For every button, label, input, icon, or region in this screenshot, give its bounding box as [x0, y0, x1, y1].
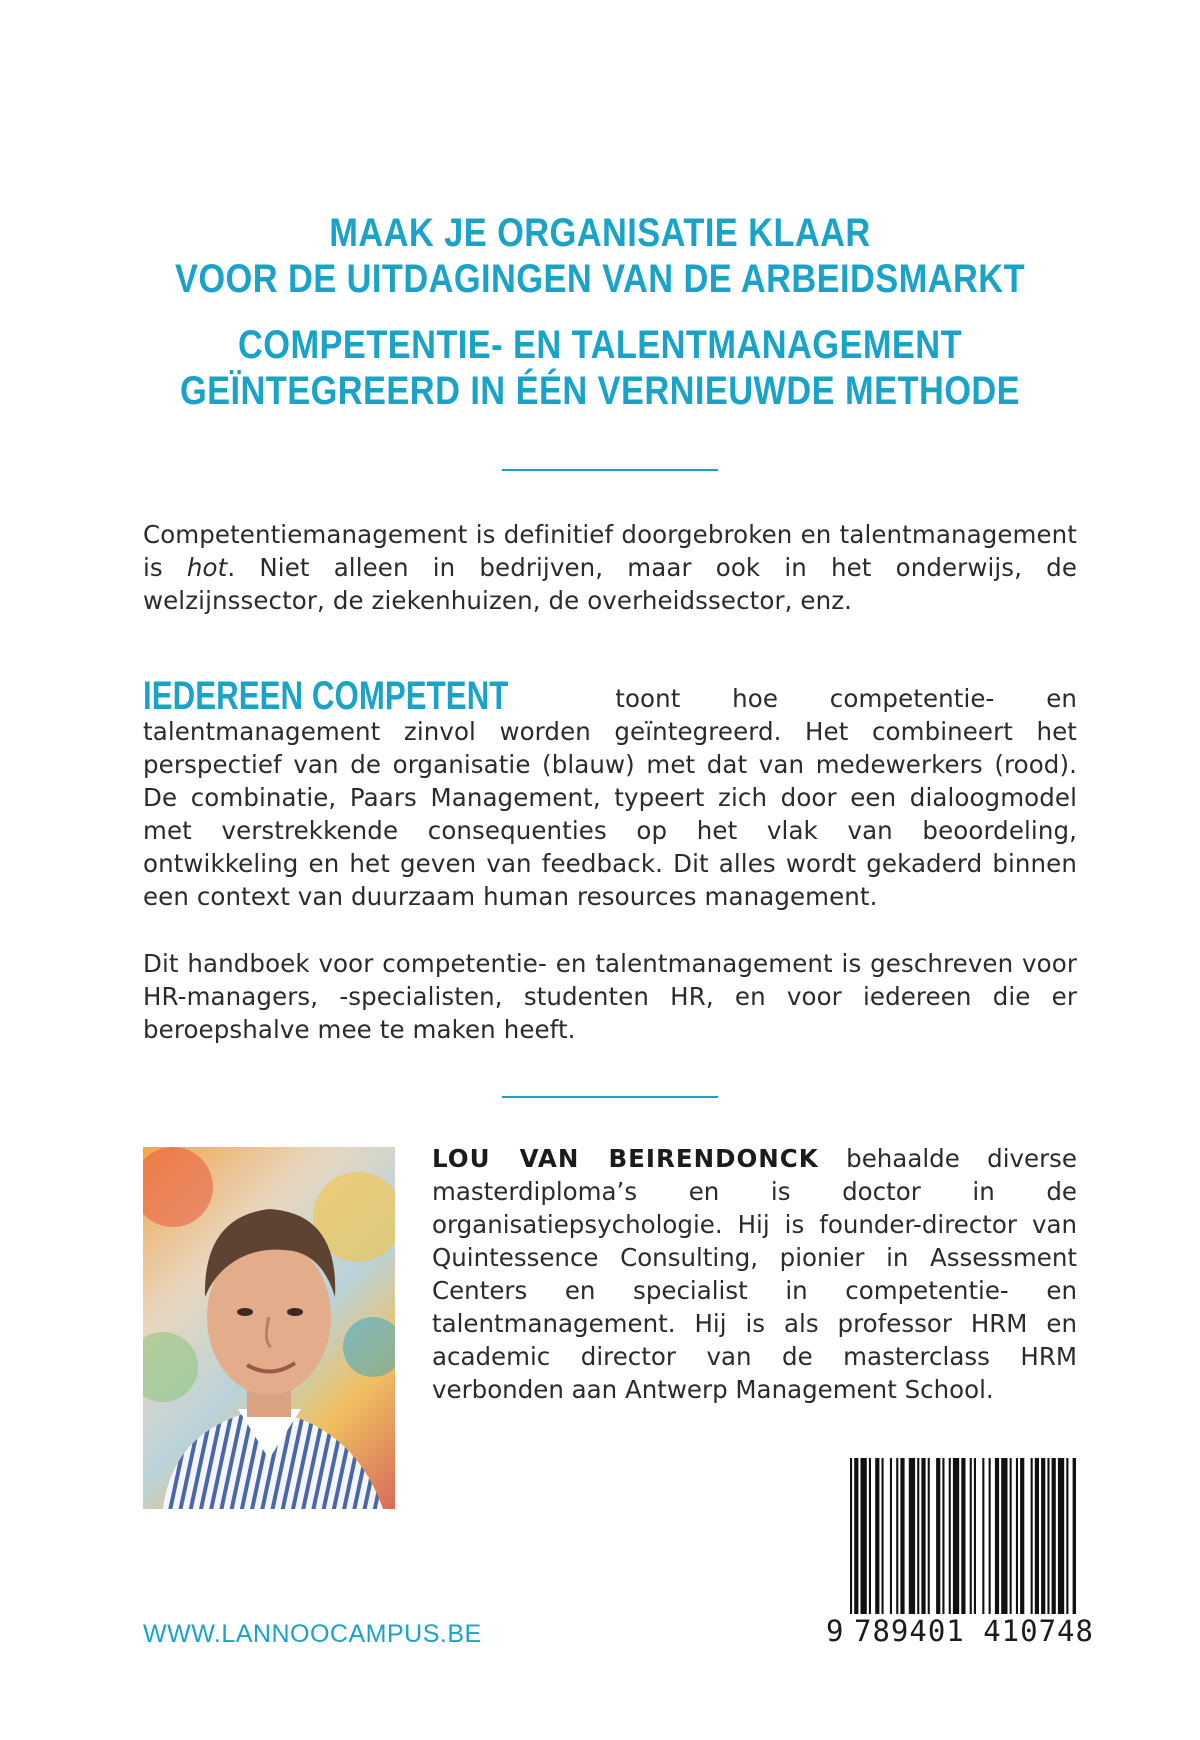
intro-emphasis: hot: [186, 553, 228, 582]
barcode-bar: [961, 1458, 965, 1614]
description-paragraph: [143, 674, 1077, 913]
barcode-bar: [854, 1458, 858, 1614]
barcode-bar: [1035, 1458, 1039, 1614]
headline-primary: [84, 210, 1116, 302]
author-name: LOU VAN BEIRENDONCK: [432, 1144, 819, 1173]
author-photo: [143, 1147, 395, 1509]
barcode-bar: [1047, 1458, 1049, 1614]
intro-text-start: Competentiemanagement is definitief doorgebroken en talentmanagement is: [143, 520, 1077, 582]
divider-top: [502, 469, 718, 471]
barcode-bar: [1020, 1458, 1024, 1614]
barcode-bar: [921, 1458, 925, 1614]
divider-bottom: [502, 1096, 718, 1098]
barcode-bar: [1016, 1458, 1018, 1614]
barcode-bar: [1010, 1458, 1012, 1614]
barcode-bar: [882, 1458, 884, 1614]
barcode-bar: [917, 1458, 919, 1614]
publisher-website[interactable]: WWW.LANNOOCAMPUS.BE: [143, 1620, 482, 1648]
headline-secondary: [84, 322, 1116, 414]
headline-primary-line-1: MAAK JE ORGANISATIE KLAAR: [329, 211, 871, 255]
barcode-bar: [953, 1458, 959, 1614]
author-bio: [432, 1142, 1077, 1406]
barcode-bar: [1041, 1458, 1045, 1614]
barcode-bar: [1066, 1458, 1068, 1614]
barcode-bar: [1031, 1458, 1033, 1614]
isbn-first-digit: 9: [826, 1614, 845, 1648]
barcode-bar: [1052, 1458, 1056, 1614]
book-title: IEDEREEN COMPETENT: [143, 674, 509, 718]
barcode-bar: [928, 1458, 930, 1614]
barcode-bar: [936, 1458, 940, 1614]
isbn-digits: 789401 410748: [854, 1614, 1094, 1648]
barcode-bar: [989, 1458, 991, 1614]
barcode-bar: [995, 1458, 999, 1614]
barcode-bar: [942, 1458, 944, 1614]
author-portrait-illustration: [143, 1147, 395, 1509]
headline-secondary-line-2: GEÏNTEGREERD IN ÉÉN VERNIEUWDE METHODE: [179, 369, 1021, 413]
headline-secondary-line-1: COMPETENTIE- EN TALENTMANAGEMENT: [237, 323, 963, 367]
barcode-bar: [970, 1458, 972, 1614]
audience-paragraph: Dit handboek voor competentie- en talentmanagement is geschreven voor HR-managers, -specialisten, studenten HR, en voor iedereen die er beroepshalve mee te maken heeft.: [143, 949, 1077, 1044]
barcode-bar: [875, 1458, 879, 1614]
barcode-bar: [869, 1458, 871, 1614]
barcode-bar: [1058, 1458, 1064, 1614]
barcode-bar: [896, 1458, 898, 1614]
barcode-bar: [1073, 1458, 1076, 1614]
barcode-bar: [890, 1458, 892, 1614]
barcode-bar: [949, 1458, 951, 1614]
headline-primary-line-2: VOOR DE UITDAGINGEN VAN DE ARBEIDSMARKT: [174, 257, 1026, 301]
barcode-bar: [850, 1458, 852, 1614]
barcode-bar: [861, 1458, 867, 1614]
author-bio-text: behaalde diverse masterdiploma’s en is doctor in de organisatiepsychologie. Hij is founder-director van Quintessence Consulting, pionier in Assessment Centers en specialist in competentie- en talentmanagement. Hij is als professor HRM en academic director van de masterclass HRM verbonden aan Antwerp Management School.: [432, 1144, 1077, 1404]
description-text: toont hoe competentie- en talentmanagement zinvol worden geïntegreerd. Het combineert het perspectief van de organisatie (blauw) met dat van medewerkers (rood). De combinatie, Paars Management, typeert zich door een dialoogmodel met verstrekkende consequenties op het vlak van beoordeling, ontwikkeling en het geven van feedback. Dit alles wordt gekaderd binnen een context van duurzaam human resources management.: [143, 684, 1077, 911]
intro-text-end: . Niet alleen in bedrijven, maar ook in het onderwijs, de welzijnssector, de ziekenhuizen, de overheidssector, enz.: [143, 553, 1077, 615]
intro-paragraph: [143, 518, 1077, 617]
barcode: [850, 1458, 1076, 1614]
barcode-bar: [900, 1458, 904, 1614]
barcode-bar: [1001, 1458, 1007, 1614]
barcode-bar: [974, 1458, 976, 1614]
barcode-bar: [909, 1458, 915, 1614]
barcode-bar: [982, 1458, 984, 1614]
